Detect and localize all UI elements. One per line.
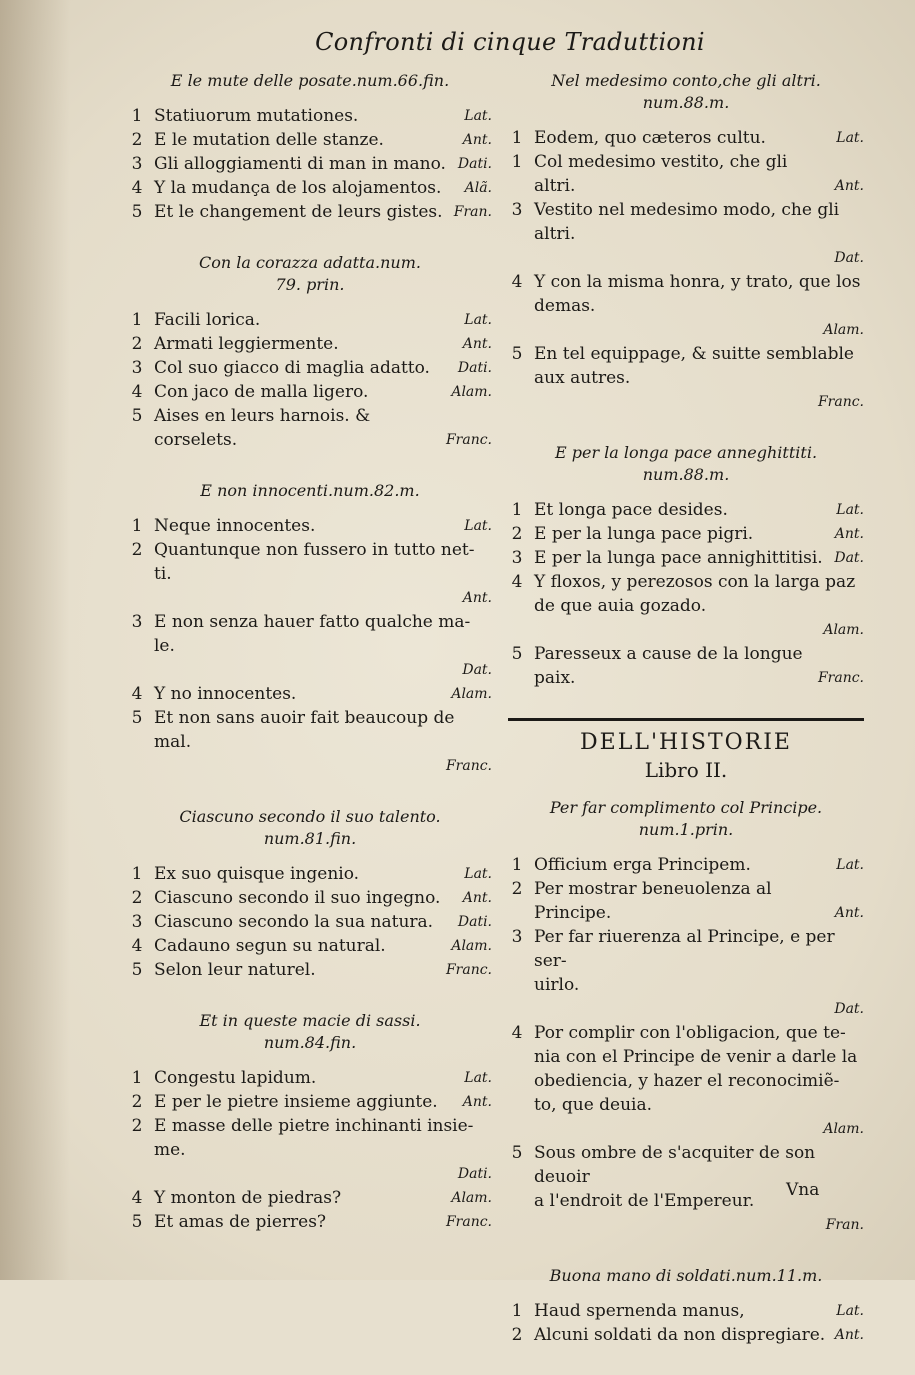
entry-text-line: Ciascuno secondo il suo ingegno. <box>154 888 441 908</box>
language-tag: Ant. <box>462 1094 492 1110</box>
language-tag: Ant. <box>462 590 492 606</box>
heading-line: num.84.fin. <box>263 1033 357 1052</box>
translation-entry <box>508 1021 864 1141</box>
entry-text-line: Selon leur naturel. <box>154 960 316 980</box>
translation-entry <box>508 498 864 522</box>
entry-text <box>154 910 452 934</box>
entry-text-line: de que auia gozado. <box>534 596 707 616</box>
entry-number: 4 <box>131 684 143 704</box>
entry-text-line: Et longa pace desides. <box>534 500 728 520</box>
right-column-top <box>508 70 864 690</box>
heading-line: num.88.m. <box>642 93 730 112</box>
entry-text <box>154 514 458 538</box>
language-tag: Lat. <box>836 1303 864 1319</box>
entry-text-line: Y monton de piedras? <box>154 1188 342 1208</box>
right-column-bottom <box>508 797 864 1347</box>
entry-text <box>534 572 855 616</box>
entry-number: 2 <box>511 1325 523 1345</box>
entry-text-line: Eodem, quo cæteros cultu. <box>534 128 766 148</box>
language-tag: Alam. <box>451 686 492 702</box>
language-tag: Lat. <box>836 502 864 518</box>
entry-text <box>534 1143 815 1211</box>
entry-text-line: Vestito nel medesimo modo, che gli <box>534 200 840 220</box>
entry-number: 1 <box>131 310 143 330</box>
entry-number: 5 <box>511 644 523 664</box>
translation-entry <box>128 610 492 682</box>
entry-number: 2 <box>131 540 143 560</box>
heading-line: Nel medesimo conto,che gli altri. <box>551 71 821 90</box>
entry-number: 4 <box>131 178 143 198</box>
language-tag: Lat. <box>464 866 492 882</box>
heading-line: E non innocenti.num.82.m. <box>200 481 420 500</box>
translation-entry <box>128 356 492 380</box>
language-tag: Franc. <box>817 394 864 410</box>
entry-text-line: Paresseux a cause de la longue paix. <box>534 644 803 688</box>
entry-text <box>534 546 828 570</box>
entry-text-line: Ex suo quisque ingenio. <box>154 864 360 884</box>
language-tag: Ant. <box>834 1327 864 1343</box>
entry-text <box>154 356 452 380</box>
entry-text-line: Con jaco de malla ligero. <box>154 382 369 402</box>
entry-text-line: a l'endroit de l'Empereur. <box>534 1191 755 1211</box>
entry-text <box>154 540 475 584</box>
entry-number: 5 <box>511 344 523 364</box>
entry-text <box>154 682 445 706</box>
entry-number: 2 <box>511 524 523 544</box>
entry-text-line: Quantunque non fussero in tutto net- <box>154 540 475 560</box>
entry-text <box>154 308 458 332</box>
language-tag: Alam. <box>451 1190 492 1206</box>
entry-text <box>154 958 440 982</box>
entry-text <box>534 498 830 522</box>
translation-list <box>508 1299 864 1347</box>
entry-text-line: Sous ombre de s'acquiter de son deuoir <box>534 1143 816 1187</box>
translation-entry <box>128 934 492 958</box>
translation-entry <box>128 1186 492 1210</box>
translation-entry <box>128 152 492 176</box>
entry-text-line: Et amas de pierres? <box>154 1212 327 1232</box>
language-tag: Dati. <box>457 1166 492 1182</box>
section-heading <box>128 70 492 92</box>
section-title: DELL'HISTORIE <box>580 730 792 755</box>
translation-entry <box>128 1090 492 1114</box>
translation-entry <box>508 150 864 198</box>
entry-text-line: le. <box>154 636 175 656</box>
entry-text-line: Ciascuno secondo la sua natura. <box>154 912 434 932</box>
heading-line: Con la corazza adatta.num. <box>199 253 421 272</box>
entry-number: 5 <box>131 406 143 426</box>
entry-text <box>534 853 830 877</box>
translation-entry <box>508 570 864 642</box>
entry-text-line: mal. <box>154 732 192 752</box>
entry-text-line: Alcuni soldati da non dispregiare. <box>534 1325 826 1345</box>
entry-text <box>154 332 457 356</box>
section-heading <box>508 442 864 486</box>
entry-text-line: Y floxos, y perezosos con la larga paz <box>534 572 856 592</box>
translation-entry <box>128 104 492 128</box>
language-tag: Dat. <box>462 662 492 678</box>
entry-text-line: uirlo. <box>534 975 580 995</box>
translation-entry <box>128 380 492 404</box>
entry-text-line: Y la mudança de los alojamentos. <box>154 178 442 198</box>
section-rule <box>508 718 864 721</box>
heading-line: num.88.m. <box>642 465 730 484</box>
language-tag: Alam. <box>823 322 864 338</box>
entry-text <box>154 380 445 404</box>
translation-entry <box>508 342 864 414</box>
entry-text-line: Haud spernenda manus, <box>534 1301 745 1321</box>
translation-list <box>128 104 492 224</box>
entry-text <box>534 344 854 388</box>
section-heading <box>128 806 492 850</box>
language-tag: Franc. <box>445 962 492 978</box>
entry-text <box>534 272 861 316</box>
entry-text <box>154 152 452 176</box>
entry-text-line: Armati leggiermente. <box>154 334 339 354</box>
translation-list <box>128 862 492 982</box>
language-tag: Dati. <box>457 156 492 172</box>
entry-text-line: Per far riuerenza al Principe, e per ser- <box>534 927 835 971</box>
language-tag: Dat. <box>834 1001 864 1017</box>
language-tag: Franc. <box>445 1214 492 1230</box>
translation-entry <box>508 877 864 925</box>
translation-entry <box>508 522 864 546</box>
entry-text-line: Facili lorica. <box>154 310 261 330</box>
entry-text-line: Officium erga Principem. <box>534 855 751 875</box>
translation-entry <box>508 925 864 1021</box>
entry-text <box>154 200 448 224</box>
entry-number: 3 <box>511 548 523 568</box>
entry-text <box>534 877 829 925</box>
entry-text-line: obediencia, y hazer el reconocimiẽ- <box>534 1071 840 1091</box>
entry-text-line: ti. <box>154 564 172 584</box>
language-tag: Alam. <box>451 938 492 954</box>
translation-entry <box>128 514 492 538</box>
entry-text-line: Por complir con l'obligacion, que te- <box>534 1023 846 1043</box>
translation-list <box>508 126 864 414</box>
entry-number: 4 <box>511 572 523 592</box>
entry-text-line: Y no innocentes. <box>154 684 297 704</box>
entry-text-line: Et le changement de leurs gistes. <box>154 202 443 222</box>
translation-entry <box>508 1323 864 1347</box>
entry-text-line: Statiuorum mutationes. <box>154 106 359 126</box>
entry-number: 2 <box>131 888 143 908</box>
entry-text <box>154 176 459 200</box>
entry-number: 2 <box>131 130 143 150</box>
entry-text <box>154 886 457 910</box>
gutter-shadow <box>0 0 70 1280</box>
translation-entry <box>508 1299 864 1323</box>
language-tag: Lat. <box>464 108 492 124</box>
translation-entry <box>128 404 492 452</box>
heading-line: E per la longa pace anneghittiti. <box>554 443 818 462</box>
entry-number: 4 <box>131 936 143 956</box>
entry-number: 2 <box>511 879 523 899</box>
heading-line: E le mute delle posate.num.66.fin. <box>170 71 450 90</box>
translation-entry <box>508 546 864 570</box>
language-tag: Alam. <box>823 622 864 638</box>
entry-number: 2 <box>131 1092 143 1112</box>
entry-number: 1 <box>131 864 143 884</box>
entry-text-line: Col medesimo vestito, che gli altri. <box>534 152 788 196</box>
entry-text-line: E per la lunga pace pigri. <box>534 524 754 544</box>
translation-entry <box>508 126 864 150</box>
entry-text-line: E per le pietre insieme aggiunte. <box>154 1092 438 1112</box>
heading-line: Et in queste macie di sassi. <box>199 1011 421 1030</box>
entry-text-line: Col suo giacco di maglia adatto. <box>154 358 430 378</box>
entry-text-line: Per mostrar beneuolenza al Principe. <box>534 879 772 923</box>
language-tag: Fran. <box>453 204 492 220</box>
translation-entry <box>508 853 864 877</box>
entry-text-line: aux autres. <box>534 368 631 388</box>
language-tag: Ant. <box>834 178 864 194</box>
entry-text-line: E le mutation delle stanze. <box>154 130 384 150</box>
entry-number: 3 <box>131 154 143 174</box>
translation-entry <box>128 1114 492 1186</box>
translation-entry <box>508 642 864 690</box>
entry-number: 1 <box>511 855 523 875</box>
section-subtitle: Libro II. <box>644 758 728 782</box>
entry-text <box>154 708 454 752</box>
section-heading <box>508 70 864 114</box>
language-tag: Franc. <box>445 758 492 774</box>
language-tag: Ant. <box>462 336 492 352</box>
heading-line: Per far complimento col Principe. <box>549 798 823 817</box>
entry-number: 1 <box>511 128 523 148</box>
entry-text <box>154 1090 457 1114</box>
entry-text <box>534 642 812 690</box>
language-tag: Franc. <box>445 432 492 448</box>
running-head: Confronti di cinque Traduttioni <box>315 28 705 56</box>
entry-text <box>154 1116 473 1160</box>
language-tag: Lat. <box>836 130 864 146</box>
entry-text <box>154 1066 458 1090</box>
entry-number: 1 <box>511 152 523 172</box>
entry-text <box>534 126 830 150</box>
language-tag: Ant. <box>834 526 864 542</box>
entry-number: 4 <box>131 1188 143 1208</box>
entry-number: 5 <box>131 708 143 728</box>
translation-entry <box>128 332 492 356</box>
entry-text-line: Congestu lapidum. <box>154 1068 317 1088</box>
heading-line: num.81.fin. <box>263 829 357 848</box>
language-tag: Lat. <box>464 518 492 534</box>
translation-entry <box>128 862 492 886</box>
heading-line: 79. prin. <box>275 275 345 294</box>
translation-entry <box>128 538 492 610</box>
entry-text-line: Y con la misma honra, y trato, que los <box>534 272 861 292</box>
language-tag: Lat. <box>464 1070 492 1086</box>
entry-number: 1 <box>511 1301 523 1321</box>
entry-text <box>534 200 839 244</box>
entry-number: 5 <box>511 1143 523 1163</box>
entry-text <box>154 128 457 152</box>
entry-number: 1 <box>131 516 143 536</box>
entry-number: 5 <box>131 960 143 980</box>
catchword: Vna <box>786 1180 820 1200</box>
entry-text-line: altri. <box>534 224 576 244</box>
section-heading <box>508 797 864 841</box>
translation-entry <box>128 682 492 706</box>
language-tag: Fran. <box>825 1217 864 1233</box>
translation-entry <box>128 128 492 152</box>
language-tag: Alã. <box>464 180 492 196</box>
translation-list <box>128 1066 492 1234</box>
entry-text <box>534 522 829 546</box>
entry-text <box>534 1299 830 1323</box>
entry-text-line: En tel equippage, & suitte semblable <box>534 344 854 364</box>
entry-text-line: E non senza hauer fatto qualche ma- <box>154 612 471 632</box>
heading-line: Buona mano di soldati.num.11.m. <box>549 1266 823 1285</box>
entry-text-line: Aises en leurs harnois. & corselets. <box>154 406 371 450</box>
entry-text-line: Gli alloggiamenti di man in mano. <box>154 154 446 174</box>
translation-entry <box>128 308 492 332</box>
translation-entry <box>508 270 864 342</box>
translation-entry <box>128 176 492 200</box>
language-tag: Dat. <box>834 250 864 266</box>
entry-text-line: E masse delle pietre inchinanti insie- <box>154 1116 474 1136</box>
entry-number: 2 <box>131 334 143 354</box>
entry-number: 3 <box>131 358 143 378</box>
language-tag: Alam. <box>451 384 492 400</box>
entry-text <box>534 1323 829 1347</box>
language-tag: Ant. <box>834 905 864 921</box>
translation-entry <box>128 706 492 778</box>
entry-number: 2 <box>131 1116 143 1136</box>
entry-number: 4 <box>131 382 143 402</box>
left-column <box>128 70 492 1262</box>
entry-number: 3 <box>131 612 143 632</box>
translation-entry <box>128 1066 492 1090</box>
entry-number: 1 <box>131 106 143 126</box>
language-tag: Franc. <box>817 670 864 686</box>
entry-text <box>154 862 458 886</box>
language-tag: Dat. <box>834 550 864 566</box>
entry-number: 3 <box>511 200 523 220</box>
language-tag: Ant. <box>462 890 492 906</box>
entry-text-line: me. <box>154 1140 186 1160</box>
entry-number: 1 <box>131 1068 143 1088</box>
translation-entry <box>508 198 864 270</box>
translation-entry <box>128 958 492 982</box>
entry-text-line: Et non sans auoir fait beaucoup de <box>154 708 455 728</box>
entry-text <box>154 934 445 958</box>
heading-line: num.1.prin. <box>638 820 734 839</box>
entry-text <box>154 612 470 656</box>
translation-entry <box>128 1210 492 1234</box>
language-tag: Dati. <box>457 914 492 930</box>
entry-text-line: demas. <box>534 296 596 316</box>
translation-entry <box>128 886 492 910</box>
translation-list <box>508 498 864 690</box>
language-tag: Alam. <box>823 1121 864 1137</box>
entry-text <box>154 1210 440 1234</box>
entry-text-line: Cadauno segun su natural. <box>154 936 386 956</box>
entry-text-line: nia con el Principe de venir a darle la <box>534 1047 858 1067</box>
entry-number: 3 <box>511 927 523 947</box>
entry-text <box>534 1023 857 1115</box>
entry-number: 4 <box>511 272 523 292</box>
language-tag: Lat. <box>836 857 864 873</box>
entry-number: 5 <box>131 202 143 222</box>
entry-text <box>154 1186 445 1210</box>
heading-line: Ciascuno secondo il suo talento. <box>179 807 441 826</box>
entry-number: 5 <box>131 1212 143 1232</box>
entry-number: 3 <box>131 912 143 932</box>
entry-text <box>534 150 829 198</box>
translation-entry <box>128 200 492 224</box>
language-tag: Dati. <box>457 360 492 376</box>
entry-number: 4 <box>511 1023 523 1043</box>
entry-text-line: Neque innocentes. <box>154 516 316 536</box>
translation-list <box>128 514 492 778</box>
entry-text <box>534 927 835 995</box>
entry-text <box>154 104 458 128</box>
section-heading <box>128 252 492 296</box>
entry-text <box>154 404 440 452</box>
translation-list <box>128 308 492 452</box>
section-heading <box>508 1265 864 1287</box>
entry-text-line: E per la lunga pace annighittitisi. <box>534 548 823 568</box>
section-heading <box>128 480 492 502</box>
section-heading <box>128 1010 492 1054</box>
entry-text-line: to, que deuia. <box>534 1095 653 1115</box>
entry-number: 1 <box>511 500 523 520</box>
language-tag: Lat. <box>464 312 492 328</box>
language-tag: Ant. <box>462 132 492 148</box>
translation-entry <box>128 910 492 934</box>
